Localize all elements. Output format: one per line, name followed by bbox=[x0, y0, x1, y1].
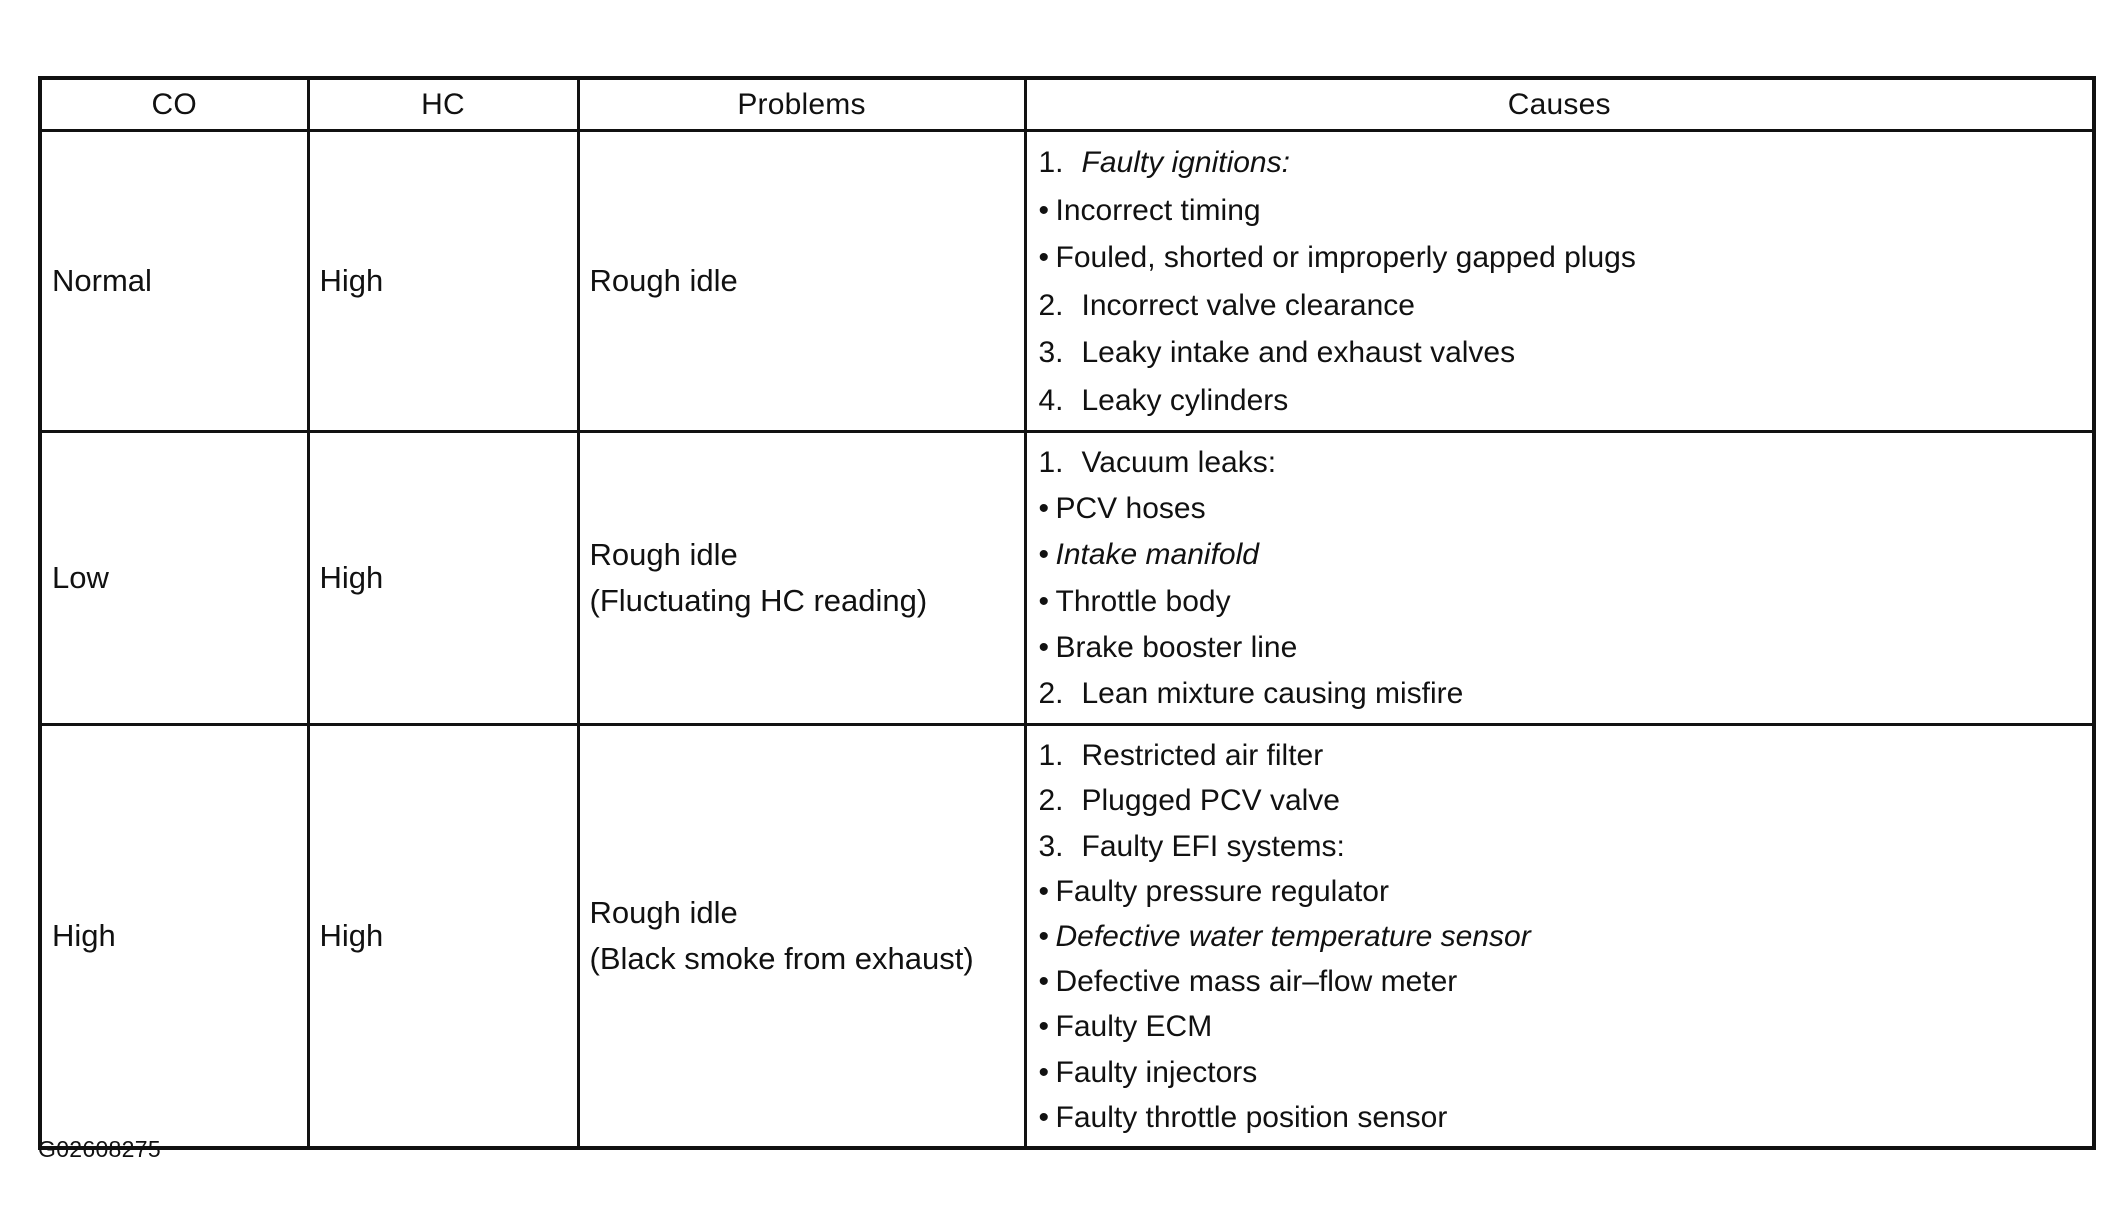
cause-text: Incorrect valve clearance bbox=[1081, 288, 1415, 322]
cause-bullet-item bbox=[1039, 579, 2093, 625]
item-number: 4. bbox=[1038, 383, 1064, 417]
column-header-co: CO bbox=[40, 78, 308, 131]
bullet-marker: • bbox=[1038, 965, 1050, 999]
cause-numbered-item bbox=[1039, 778, 2093, 823]
cause-bullet-item bbox=[1039, 187, 2093, 235]
co-cell: High bbox=[40, 725, 308, 1148]
cause-numbered-item bbox=[1039, 440, 2093, 486]
column-header-hc: HC bbox=[308, 78, 578, 131]
bullet-marker: • bbox=[1038, 241, 1050, 274]
column-header-problems: Problems bbox=[578, 78, 1025, 131]
cause-numbered-item bbox=[1039, 377, 2093, 425]
table-row bbox=[40, 131, 2094, 432]
cause-numbered-item bbox=[1039, 733, 2093, 778]
cause-text: Faulty throttle position sensor bbox=[1055, 1100, 1448, 1134]
bullet-marker: • bbox=[1038, 874, 1050, 908]
bullet-marker: • bbox=[1038, 492, 1050, 526]
table-row bbox=[40, 432, 2094, 725]
cause-text: Leaky cylinders bbox=[1081, 383, 1289, 417]
causes-cell bbox=[1025, 131, 2094, 432]
item-number: 3. bbox=[1038, 336, 1064, 369]
problems-cell bbox=[578, 131, 1025, 432]
cause-text: Defective mass air–flow meter bbox=[1055, 965, 1458, 999]
bullet-marker: • bbox=[1038, 584, 1050, 618]
cause-numbered-item bbox=[1039, 282, 2093, 330]
problems-cell bbox=[578, 725, 1025, 1148]
cause-numbered-item bbox=[1039, 671, 2093, 717]
cause-bullet-item bbox=[1039, 869, 2093, 914]
cause-text: Vacuum leaks: bbox=[1081, 446, 1277, 479]
bullet-marker: • bbox=[1038, 630, 1050, 664]
cause-numbered-item bbox=[1039, 329, 2093, 377]
table-row bbox=[40, 725, 2094, 1148]
bullet-marker: • bbox=[1038, 193, 1050, 227]
cause-bullet-item bbox=[1039, 625, 2093, 671]
figure-id: G02608275 bbox=[38, 1136, 161, 1162]
item-number: 3. bbox=[1038, 829, 1064, 863]
item-number: 1. bbox=[1038, 146, 1064, 179]
causes-cell bbox=[1025, 725, 2094, 1148]
problem-line: Rough idle bbox=[589, 537, 738, 573]
cause-bullet-item bbox=[1039, 486, 2093, 532]
cause-bullet-item bbox=[1039, 234, 2093, 282]
hc-cell: High bbox=[308, 725, 578, 1148]
cause-text: Fouled, shorted or improperly gapped plugs bbox=[1055, 241, 1636, 274]
table-header-row bbox=[40, 78, 2094, 131]
cause-numbered-item bbox=[1039, 824, 2093, 869]
co-cell: Low bbox=[40, 432, 308, 725]
cause-text: Plugged PCV valve bbox=[1081, 784, 1340, 818]
hc-cell: High bbox=[308, 432, 578, 725]
causes-cell bbox=[1025, 432, 2094, 725]
co-cell: Normal bbox=[40, 131, 308, 432]
cause-text: Faulty pressure regulator bbox=[1055, 874, 1389, 908]
problem-line: Rough idle bbox=[589, 895, 738, 931]
cause-text: Defective water temperature sensor bbox=[1055, 920, 1531, 954]
cause-text: Lean mixture causing misfire bbox=[1081, 677, 1464, 711]
cause-text: Intake manifold bbox=[1055, 538, 1259, 572]
item-number: 2. bbox=[1038, 784, 1064, 818]
cause-text: Faulty ignitions: bbox=[1081, 146, 1290, 179]
item-number: 2. bbox=[1038, 288, 1064, 322]
diagnosis-table bbox=[38, 76, 2096, 1150]
cause-text: Faulty injectors bbox=[1055, 1055, 1258, 1089]
cause-text: Restricted air filter bbox=[1081, 739, 1324, 773]
cause-text: Faulty EFI systems: bbox=[1081, 829, 1345, 863]
cause-bullet-item bbox=[1039, 914, 2093, 959]
hc-cell: High bbox=[308, 131, 578, 432]
bullet-marker: • bbox=[1038, 1010, 1050, 1044]
item-number: 1. bbox=[1038, 739, 1064, 773]
cause-text: Brake booster line bbox=[1055, 630, 1298, 664]
cause-text: PCV hoses bbox=[1055, 492, 1206, 526]
problem-line: (Black smoke from exhaust) bbox=[589, 941, 974, 977]
cause-bullet-item bbox=[1039, 1004, 2093, 1049]
cause-bullet-item bbox=[1039, 1095, 2093, 1140]
item-number: 2. bbox=[1038, 677, 1064, 711]
cause-bullet-item bbox=[1039, 1050, 2093, 1095]
cause-text: Leaky intake and exhaust valves bbox=[1081, 336, 1516, 369]
bullet-marker: • bbox=[1038, 1100, 1050, 1134]
bullet-marker: • bbox=[1038, 1055, 1050, 1089]
cause-text: Throttle body bbox=[1055, 584, 1231, 618]
bullet-marker: • bbox=[1038, 538, 1050, 572]
problems-cell bbox=[578, 432, 1025, 725]
problem-line: (Fluctuating HC reading) bbox=[589, 583, 928, 619]
item-number: 1. bbox=[1038, 446, 1064, 479]
cause-bullet-item bbox=[1039, 532, 2093, 578]
cause-numbered-item bbox=[1039, 139, 2093, 187]
cause-text: Incorrect timing bbox=[1055, 193, 1261, 227]
cause-bullet-item bbox=[1039, 959, 2093, 1004]
column-header-causes: Causes bbox=[1025, 78, 2094, 131]
problem-line: Rough idle bbox=[589, 263, 738, 298]
cause-text: Faulty ECM bbox=[1055, 1010, 1213, 1044]
bullet-marker: • bbox=[1038, 920, 1050, 954]
